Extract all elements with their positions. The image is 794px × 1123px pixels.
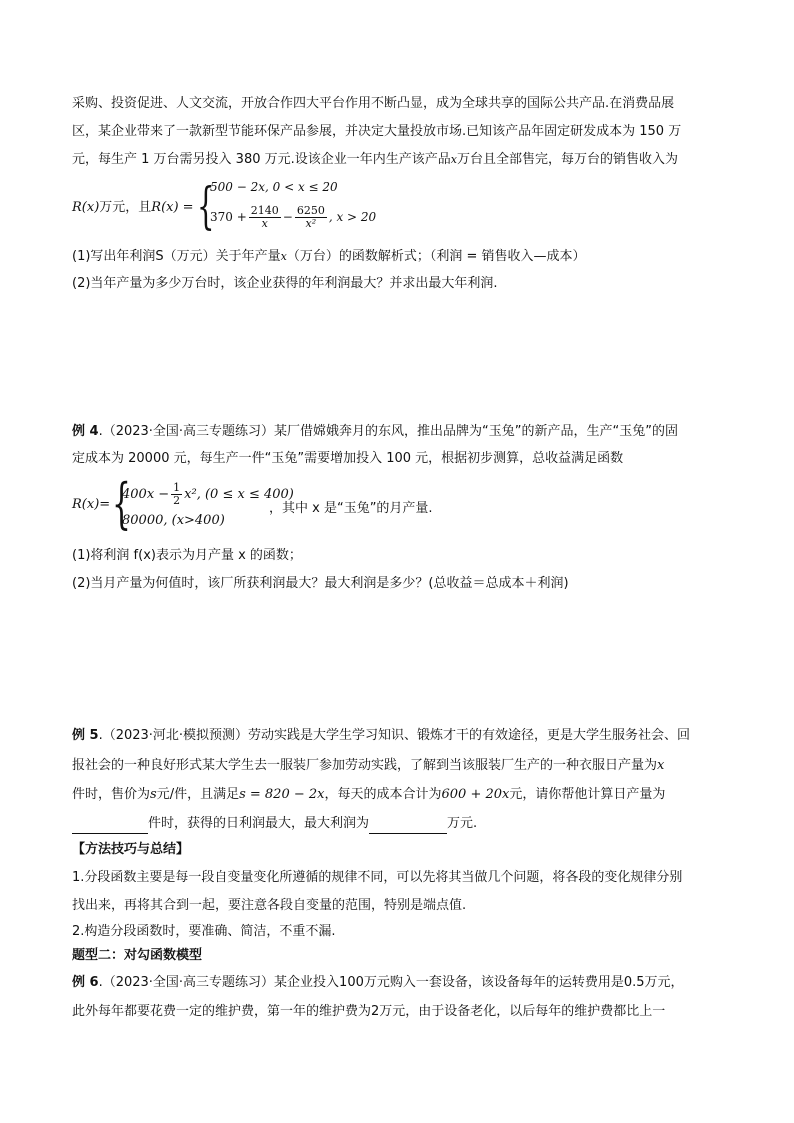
piecewise-intro: R(x)万元，且R(x) =	[72, 200, 194, 215]
problem-text-line: 元，每生产 1 万台需另投入 380 万元.设该企业一年内生产该产品$^x$万台且全部售完，每万台的销售收入为	[72, 152, 678, 167]
question-1: (1)写出年利润S（万元）关于年产量$^x$（万台）的函数解析式；（利润 = 销售收入—成本）	[72, 249, 586, 264]
example-5-line: 例 5.（2023·河北·模拟预测）劳动实践是大学生学习知识、锻炼才干的有效途径，更是大学生服务社会、回	[72, 728, 691, 743]
example-4-question-1: (1)将利润 f(x)表示为月产量 x 的函数；	[72, 548, 302, 563]
problem-text-line: 采购、投资促进、人文交流，开放合作四大平台作用不断凸显，成为全球共享的国际公共产品.在消费品展	[72, 96, 675, 111]
summary-heading: 【方法技巧与总结】	[72, 842, 190, 857]
summary-line: 1.分段函数主要是每一段自变量变化所遵循的规律不同，可以先将其当做几个问题，将各段的变化规律分别	[72, 870, 683, 885]
summary-line: 找出来，再将其合到一起，要注意各段自变量的范围，特别是端点值.	[72, 898, 467, 913]
question-2: (2)当年产量为多少万台时，该企业获得的年利润最大？并求出最大年利润.	[72, 276, 498, 291]
example-4-line: 例 4.（2023·全国·高三专题练习）某厂借嫦娥奔月的东风，推出品牌为“玉兔”的新产品，生产“玉兔”的固	[72, 424, 678, 439]
revenue-function-label: R(x)=	[72, 497, 111, 512]
example-4-tail: ，其中 x 是“玉兔”的月产量.	[269, 501, 433, 516]
revenue-case-2: 80000, (x>400)	[122, 513, 225, 528]
example-4-question-2: (2)当月产量为何值时，该厂所获利润最大？最大利润是多少？(总收益＝总成本＋利润)	[72, 576, 569, 591]
example-6-line: 此外每年都要花费一定的维护费，第一年的维护费为2万元，由于设备老化，以后每年的维护费都比上一	[72, 1004, 666, 1019]
piecewise-case-1: 500 − 2x, 0 < x ≤ 20	[210, 180, 338, 194]
answer-blank-2[interactable]	[369, 819, 447, 834]
piecewise-case-2: 370 + $\frac{2140}{x}$ − $\frac{6250}{\text{x²}}$ , x > 20	[210, 204, 377, 230]
section-heading: 题型二：对勾函数模型	[72, 948, 203, 963]
example-6-line: 例 6.（2023·全国·高三专题练习）某企业投入100万元购入一套设备，该设备每年的运转费用是0.5万元，	[72, 975, 684, 990]
example-5-line: 件时，售价为s元/件，且满足s = 820 − 2x，每天的成本合计为600 + 20x元，请你帮他计算日产量为	[72, 787, 666, 802]
example-5-line: 件时，获得的日利润最大，最大利润为 万元.	[72, 814, 477, 834]
summary-line: 2.构造分段函数时，要准确、简洁，不重不漏.	[72, 924, 336, 939]
example-5-line: 报社会的一种良好形式某大学生去一服装厂参加劳动实践，了解到当该服装厂生产的一种衣服日产量为x	[72, 758, 665, 773]
revenue-case-1: 400x − $\frac{1}{2}$ x², (0 ≤ x ≤ 400)	[122, 481, 294, 507]
left-brace: {	[112, 472, 131, 535]
answer-blank-1[interactable]	[72, 819, 148, 834]
left-brace: {	[197, 177, 215, 235]
example-4-line: 定成本为 20000 元，每生产一件“玉兔”需要增加投入 100 元，根据初步测算，总收益满足函数	[72, 451, 624, 466]
problem-text-line: 区，某企业带来了一款新型节能环保产品参展，并决定大量投放市场.已知该产品年固定研发成本为 150 万	[72, 124, 682, 139]
